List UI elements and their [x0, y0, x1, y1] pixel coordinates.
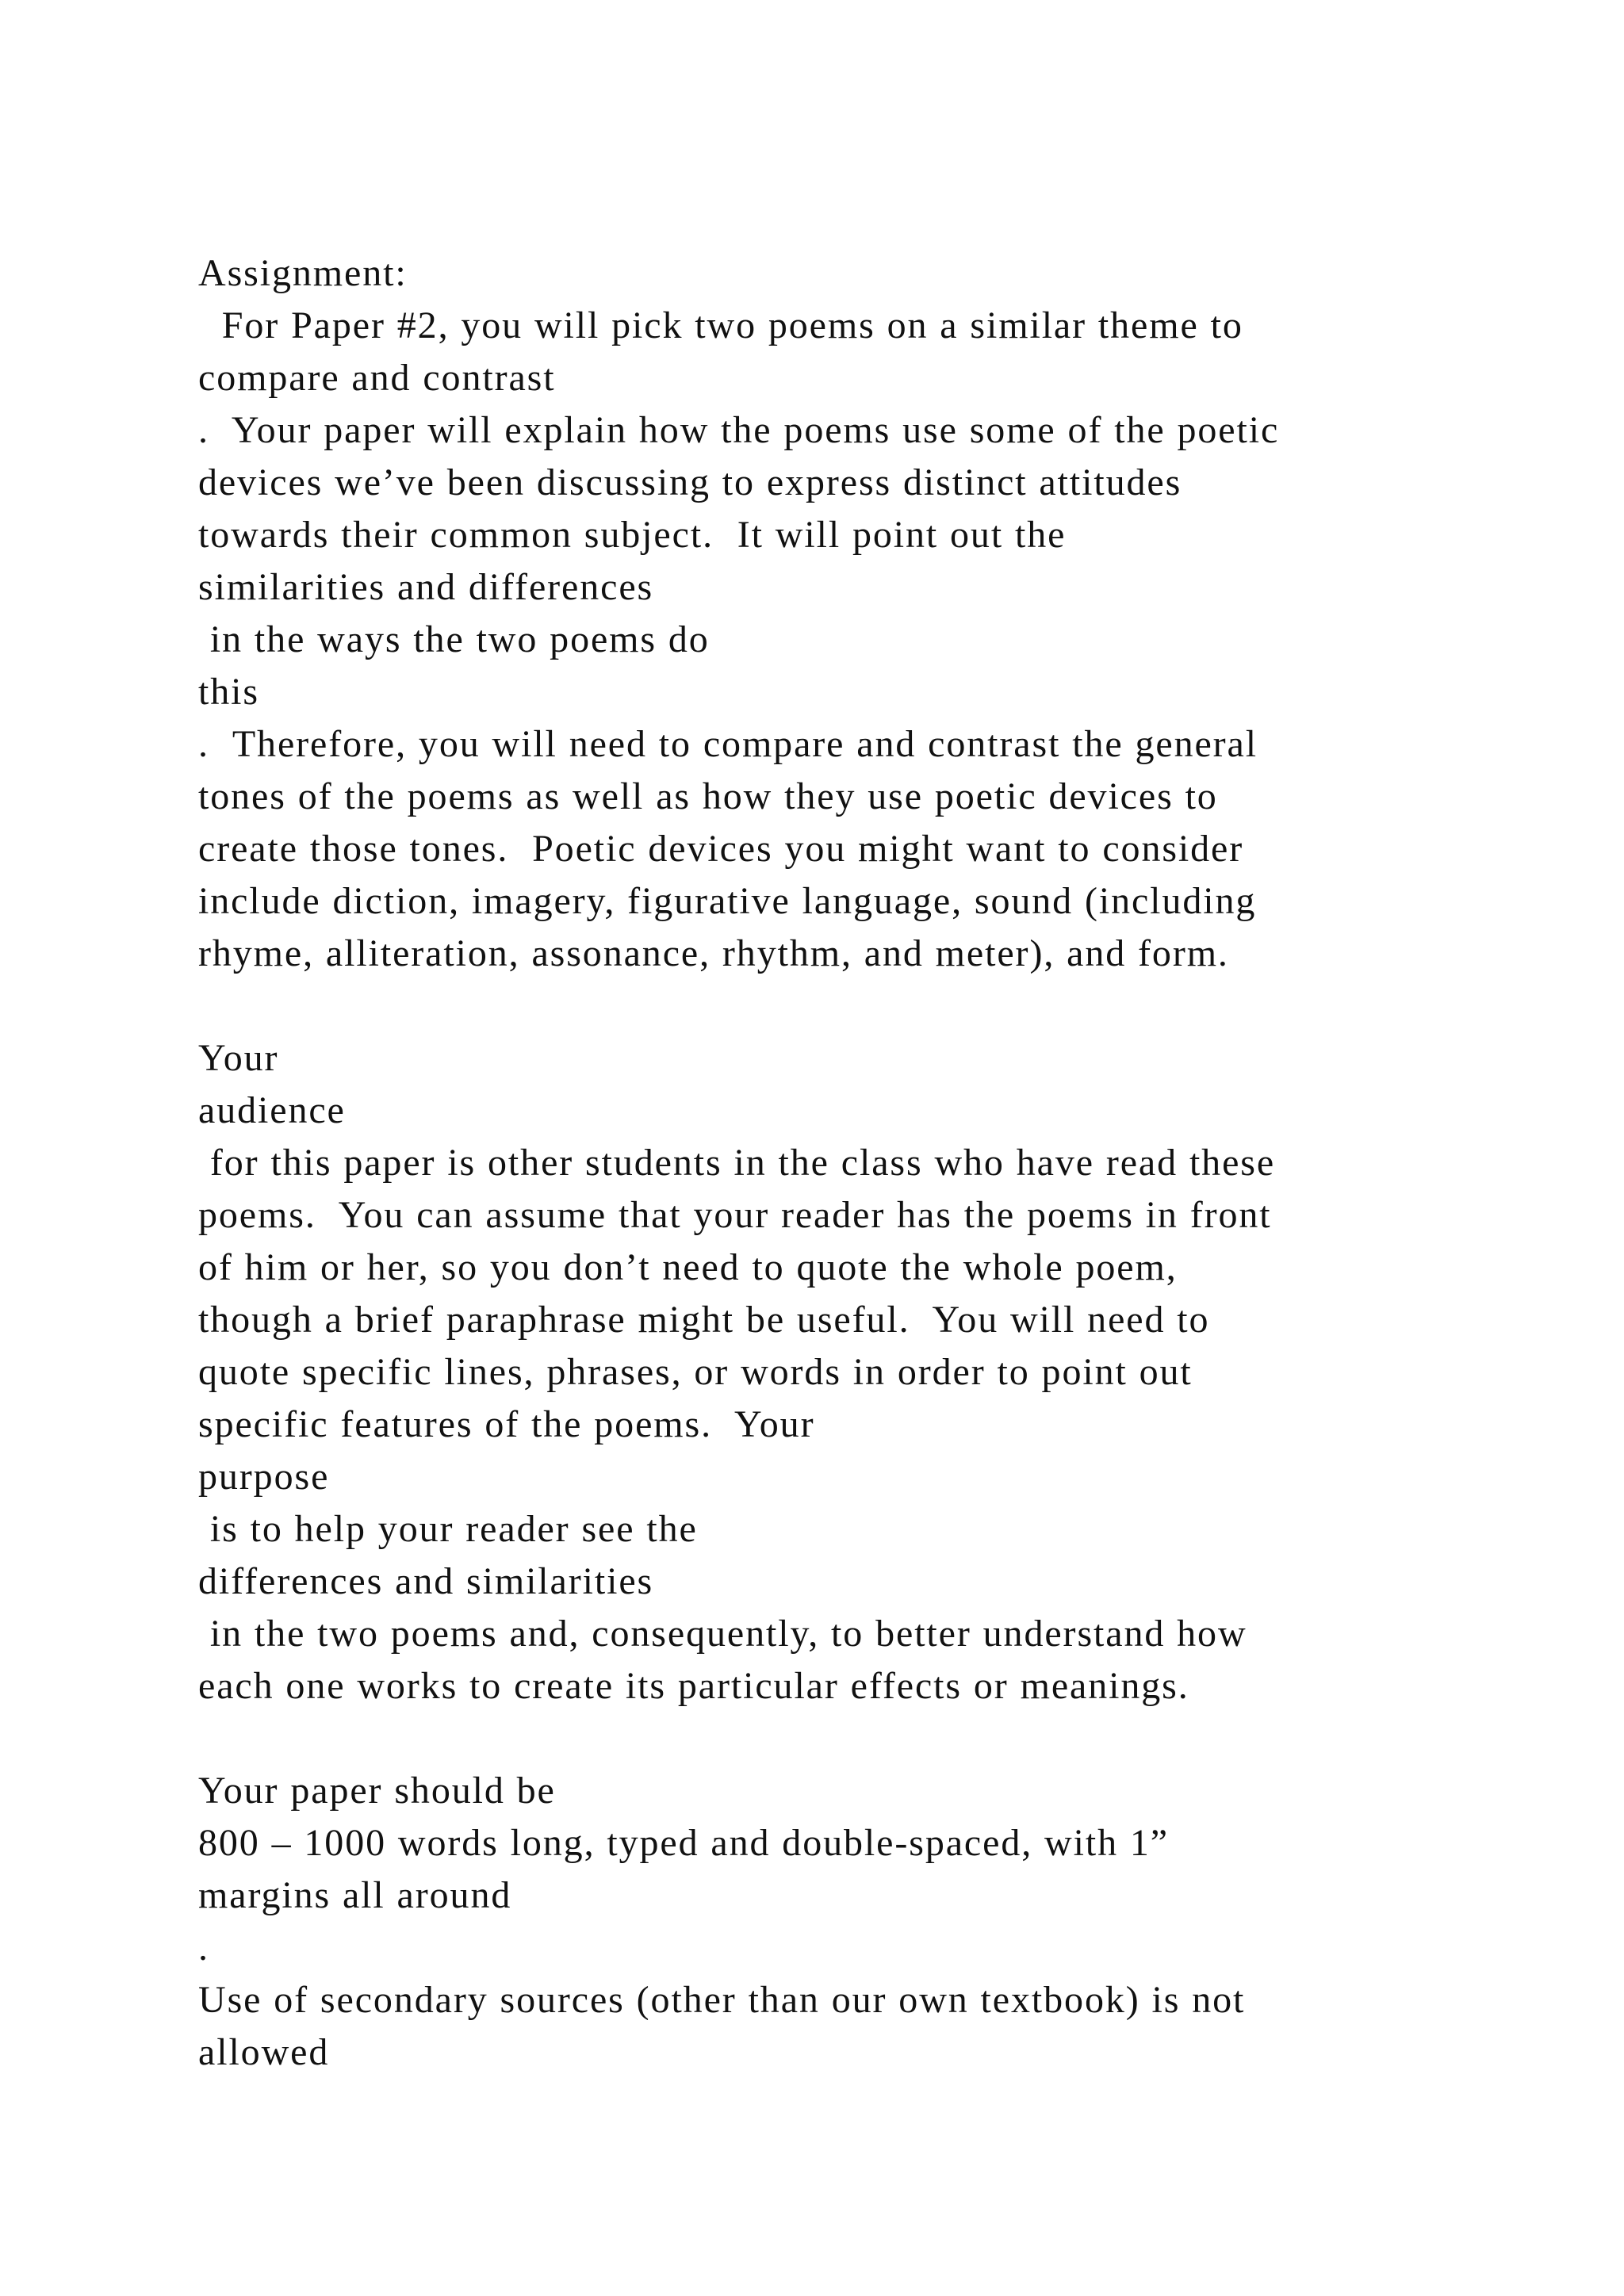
text-line: similarities and differences [198, 566, 654, 608]
text-line: Your paper should be [198, 1770, 556, 1812]
text-line: devices we’ve been discussing to express distinct attitudes [198, 461, 1182, 503]
text-line: compare and contrast [198, 357, 556, 399]
text-line: for this paper is other students in the class who have read these [198, 1142, 1276, 1184]
text-line: create those tones. Poetic devices you might want to consider [198, 828, 1244, 870]
text-line: margins all around [198, 1874, 512, 1916]
blank-line [198, 1712, 1546, 1765]
text-line: purpose [198, 1456, 330, 1498]
text-line: in the two poems and, consequently, to better understand how [198, 1613, 1247, 1655]
text-line: allowed [198, 2031, 330, 2073]
text-line: include diction, imagery, figurative language, sound (including [198, 880, 1257, 922]
text-line: Your [198, 1037, 279, 1079]
text-line: quote specific lines, phrases, or words in order to point out [198, 1351, 1193, 1393]
text-line: . Your paper will explain how the poems use some of the poetic [198, 409, 1280, 451]
text-line: 800 – 1000 words long, typed and double-spaced, with 1” [198, 1822, 1169, 1864]
text-line: is to help your reader see the [198, 1508, 698, 1550]
text-line: specific features of the poems. Your [198, 1403, 815, 1445]
text-line: audience [198, 1089, 346, 1131]
text-line: towards their common subject. It will point out the [198, 514, 1067, 556]
text-line: differences and similarities [198, 1560, 654, 1602]
text-line: For Paper #2, you will pick two poems on a similar theme to [198, 304, 1243, 346]
text-line: each one works to create its particular effects or meanings. [198, 1665, 1189, 1707]
text-line: Use of secondary sources (other than our own textbook) is not [198, 1979, 1246, 2021]
blank-line [198, 980, 1546, 1032]
text-line: though a brief paraphrase might be useful. You will need to [198, 1299, 1210, 1341]
text-line: . Therefore, you will need to compare and contrast the general [198, 723, 1258, 765]
text-line: poems. You can assume that your reader has the poems in front [198, 1194, 1272, 1236]
assignment-text [198, 247, 1546, 2079]
text-line: in the ways the two poems do [198, 618, 710, 660]
text-line: rhyme, alliteration, assonance, rhythm, and meter), and form. [198, 932, 1229, 974]
text-line: this [198, 671, 259, 713]
text-line: tones of the poems as well as how they use poetic devices to [198, 775, 1218, 817]
text-line: Assignment: [198, 252, 408, 294]
text-line: of him or her, so you don’t need to quote the whole poem, [198, 1246, 1178, 1288]
text-line: . [198, 1927, 209, 1969]
